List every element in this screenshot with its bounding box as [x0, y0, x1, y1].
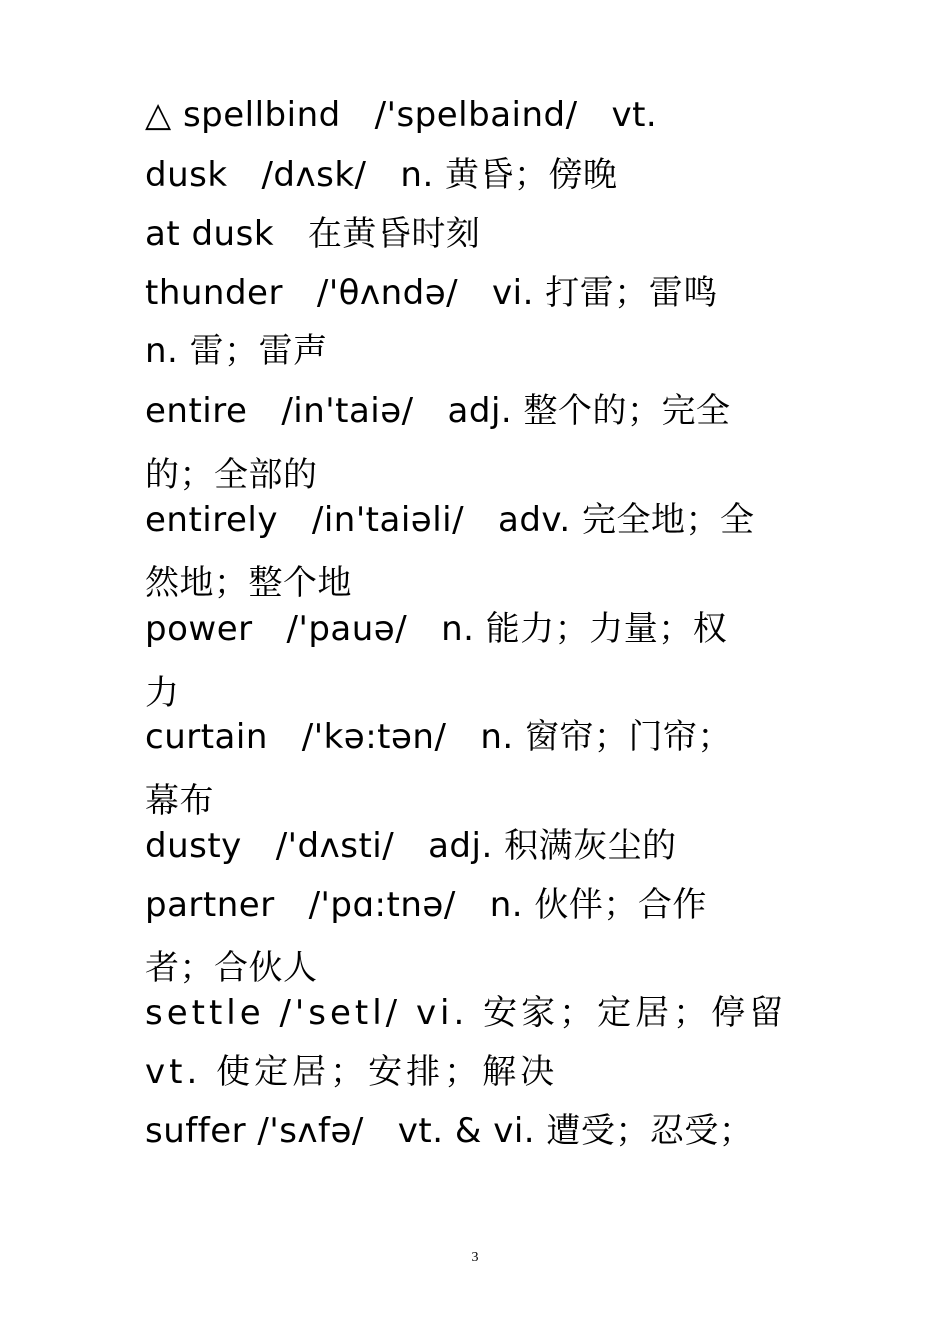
entry-entirely: entirely /in'taiəli/ adv. 完全地；全: [145, 500, 755, 540]
entry-power-cont: 力: [145, 673, 180, 713]
entry-suffer: suffer /'sʌfə/ vt. & vi. 遭受；忍受；: [145, 1111, 754, 1151]
entry-entire: entire /in'taiə/ adj. 整个的；完全: [145, 391, 731, 431]
entry-thunder: thunder /'θʌndə/ vi. 打雷；雷鸣: [145, 273, 718, 313]
entry-settle: settle /'setl/ vi. 安家；定居；停留: [145, 993, 788, 1033]
entry-thunder-noun: n. 雷；雷声: [145, 331, 328, 371]
entry-dusk: dusk /dʌsk/ n. 黄昏；傍晚: [145, 155, 618, 195]
entry-partner-cont: 者；合伙人: [145, 948, 318, 988]
entry-curtain: curtain /'kə:tən/ n. 窗帘；门帘；: [145, 717, 733, 757]
entry-partner: partner /'pɑ:tnə/ n. 伙伴；合作: [145, 885, 707, 925]
entry-spellbind: △ spellbind /'spelbaind/ vt.: [145, 95, 658, 135]
page-number: 3: [471, 1250, 479, 1265]
entry-settle-vt: vt. 使定居；安排；解决: [145, 1052, 559, 1092]
entry-at-dusk: at dusk 在黄昏时刻: [145, 214, 481, 254]
entry-dusty: dusty /'dʌsti/ adj. 积满灰尘的: [145, 826, 677, 866]
entry-entire-cont: 的；全部的: [145, 455, 318, 495]
entry-entirely-cont: 然地；整个地: [145, 563, 352, 603]
entry-curtain-cont: 幕布: [145, 781, 214, 821]
entry-power: power /'pauə/ n. 能力；力量；权: [145, 609, 728, 649]
